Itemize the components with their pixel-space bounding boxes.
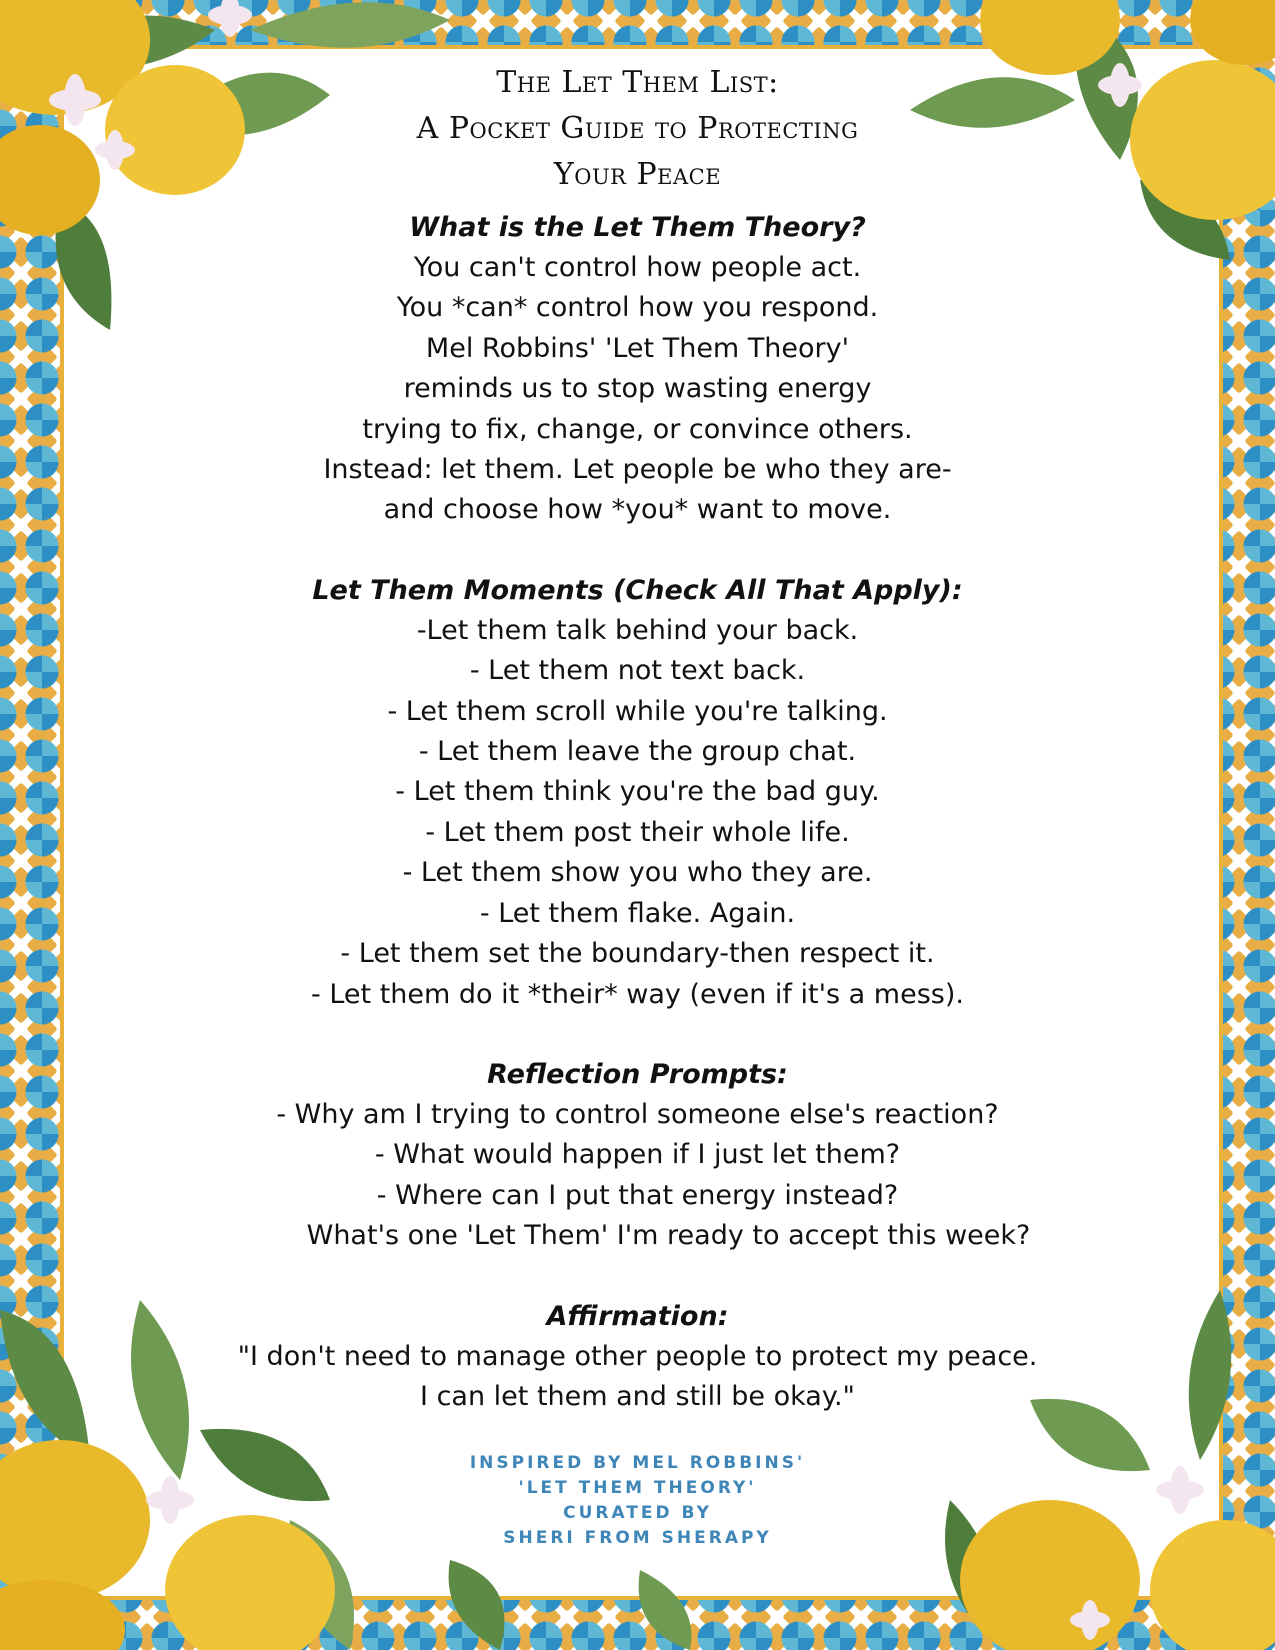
moment-item: - Let them set the boundary-then respect it.	[340, 938, 935, 970]
moments-section	[120, 571, 1155, 1015]
moment-item: - Let them not text back.	[469, 655, 806, 687]
reflection-item: - Where can I put that energy instead?	[376, 1179, 899, 1211]
theory-line: Mel Robbins' 'Let Them Theory'	[425, 332, 850, 364]
reflection-heading: Reflection Prompts:	[487, 1058, 788, 1090]
moment-item: - Let them post their whole life.	[425, 816, 850, 848]
theory-line: trying to fix, change, or convince others.	[362, 413, 913, 445]
credit-block	[120, 1451, 1155, 1551]
credit-line: CURATED BY	[563, 1503, 712, 1524]
spacer	[120, 1257, 1155, 1297]
moment-item: -Let them talk behind your back.	[416, 614, 859, 646]
affirmation-line: "I don't need to manage other people to protect my peace.	[237, 1340, 1038, 1372]
moment-item: - Let them scroll while you're talking.	[387, 695, 888, 727]
theory-line: Instead: let them. Let people be who they are-	[323, 454, 952, 486]
theory-line: You can't control how people act.	[413, 252, 862, 283]
affirmation-section	[120, 1297, 1155, 1418]
title-line: The Let Them List:	[496, 65, 779, 100]
moment-item: - Let them do it *their* way (even if it's a mess).	[311, 978, 964, 1010]
spacer	[120, 531, 1155, 571]
theory-section	[120, 208, 1155, 531]
affirmation-heading: Affirmation:	[546, 1300, 729, 1332]
title-line: A Pocket Guide to Protecting	[416, 111, 859, 146]
theory-line: and choose how *you* want to move.	[383, 494, 892, 526]
reflection-section	[120, 1055, 1155, 1257]
credit-line: INSPIRED BY MEL ROBBINS'	[469, 1453, 806, 1474]
moment-item: - Let them show you who they are.	[402, 857, 873, 889]
credit-line: SHERI FROM SHERAPY	[503, 1528, 772, 1549]
theory-heading: What is the Let Them Theory?	[409, 212, 866, 243]
affirmation-line: I can let them and still be okay."	[420, 1380, 855, 1412]
reflection-item: - What would happen if I just let them?	[374, 1139, 901, 1171]
credit-line: 'LET THEM THEORY'	[518, 1478, 757, 1499]
moments-heading: Let Them Moments (Check All That Apply):	[312, 574, 963, 606]
theory-line: reminds us to stop wasting energy	[403, 373, 872, 405]
title-line: Your Peace	[553, 157, 722, 192]
moment-item: - Let them flake. Again.	[479, 897, 796, 929]
theory-line: You *can* control how you respond.	[396, 292, 879, 324]
reflection-item: - Why am I trying to control someone else's reaction?	[276, 1098, 999, 1130]
moment-item: - Let them think you're the bad guy.	[395, 776, 880, 808]
reflection-item: What's one 'Let Them' I'm ready to accept this week?	[306, 1220, 1031, 1252]
moment-item: - Let them leave the group chat.	[418, 736, 857, 768]
page-title	[120, 60, 1155, 198]
document-body	[120, 60, 1155, 1551]
spacer	[120, 1015, 1155, 1055]
